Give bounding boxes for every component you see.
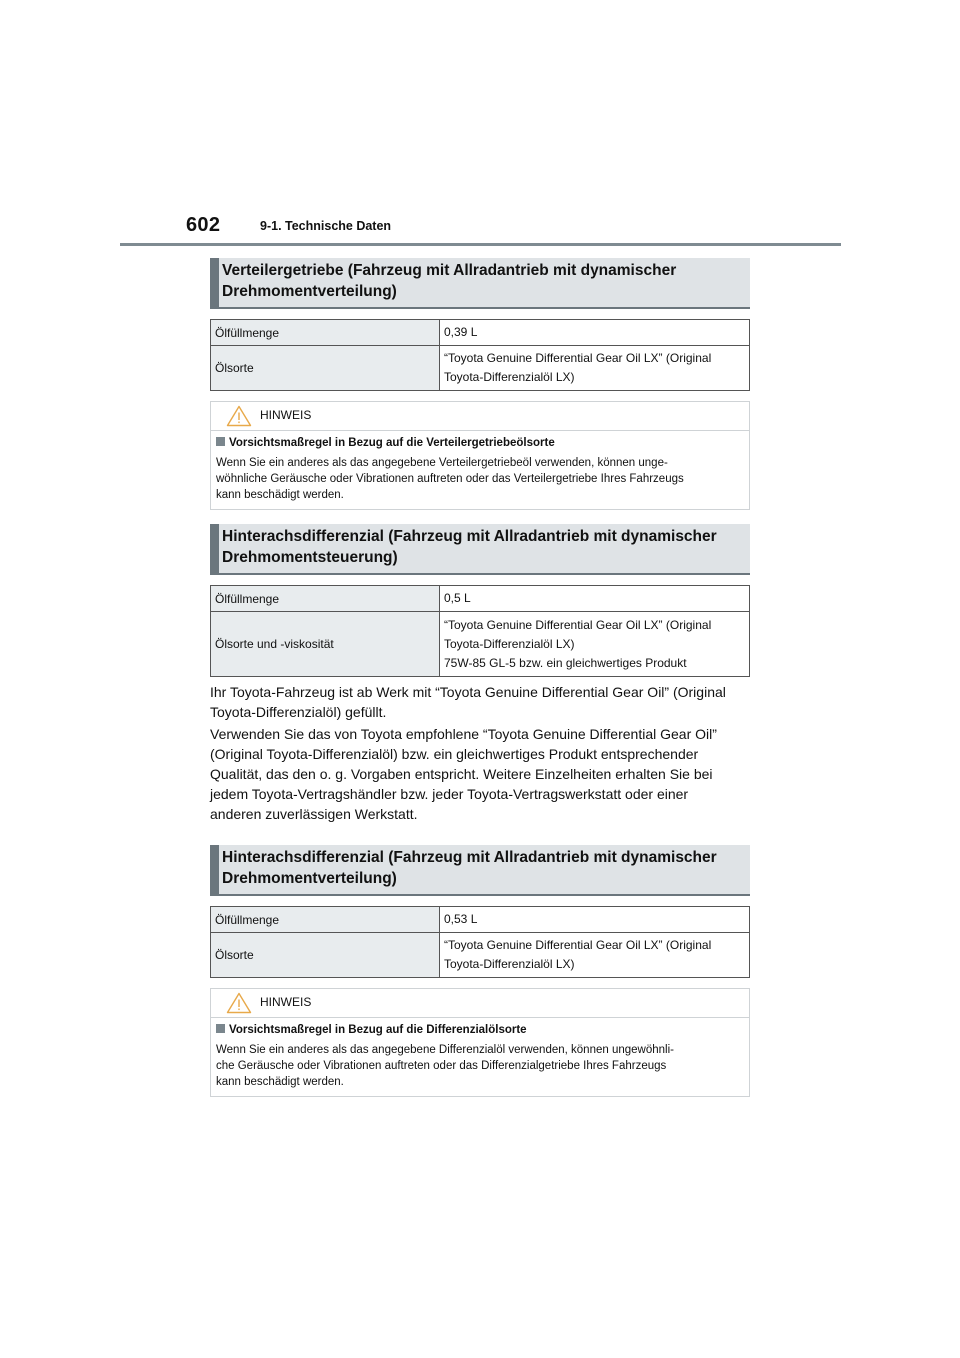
paragraph-line: Qualität, das den o. g. Vorgaben entspricht. Weitere Einzelheiten erhalten Sie bei [210, 766, 713, 782]
table-key-cell: Ölsorte und -viskosität [211, 612, 440, 677]
table-key-cell: Ölfüllmenge [211, 586, 440, 612]
notice-text-line: kann beschädigt werden. [216, 489, 344, 501]
table-value-line: Toyota-Differenzialöl LX) [444, 370, 575, 384]
page-number: 602 [186, 214, 221, 236]
notice-text-line: wöhnliche Geräusche oder Vibrationen auftreten oder das Verteilergetriebe Ihres Fahrzeugs [216, 473, 684, 485]
section-heading-line: Drehmomentsteuerung) [222, 549, 398, 566]
notice-box [210, 988, 750, 1097]
notice-label: HINWEIS [260, 995, 312, 1009]
notice-body [211, 431, 749, 509]
table-value-cell [440, 907, 750, 933]
table-key-cell: Ölsorte [211, 933, 440, 978]
table-row [211, 320, 750, 346]
section-heading-line: Hinterachsdifferenzial (Fahrzeug mit Allradantrieb mit dynamischer [222, 528, 717, 545]
table-row [211, 933, 750, 978]
table-row [211, 612, 750, 677]
table-row [211, 346, 750, 391]
paragraph-line: Toyota-Differenzialöl) gefüllt. [210, 704, 387, 720]
table-key-cell: Ölfüllmenge [211, 320, 440, 346]
spec-table-rear-diff-distribution [210, 906, 750, 978]
notice-text [216, 455, 744, 503]
table-value-line: “Toyota Genuine Differential Gear Oil LX” (Original [444, 617, 712, 632]
notice-title [216, 1023, 744, 1038]
notice-text-line: Wenn Sie ein anderes als das angegebene Verteilergetriebeöl verwenden, können unge- [216, 457, 668, 469]
table-key-cell: Ölfüllmenge [211, 907, 440, 933]
notice-title-text: Vorsichtsmaßregel in Bezug auf die Verteilergetriebeölsorte [229, 437, 555, 449]
paragraph-line: (Original Toyota-Differenzialöl) bzw. ein gleichwertiges Produkt entsprechender [210, 746, 699, 762]
section-heading-line: Drehmomentverteilung) [222, 283, 397, 300]
table-value-line: 75W-85 GL-5 bzw. ein gleichwertiges Produkt [444, 655, 687, 670]
paragraph-recommendation [210, 724, 755, 824]
notice-text-line: che Geräusche oder Vibrationen auftreten oder das Differenzialgetriebe Ihres Fahrzeugs [216, 1060, 667, 1072]
header-divider [120, 243, 841, 246]
table-value-cell [440, 320, 750, 346]
warning-icon [226, 992, 252, 1014]
paragraph-line: jedem Toyota-Vertragshändler bzw. jeder Toyota-Vertragswerkstatt oder einer [210, 786, 689, 802]
section-heading-rear-diff-distribution [210, 845, 750, 896]
warning-icon [226, 405, 252, 427]
table-row [211, 586, 750, 612]
notice-body [211, 1018, 749, 1096]
notice-text-line: kann beschädigt werden. [216, 1076, 344, 1088]
table-key-cell: Ölsorte [211, 346, 440, 391]
notice-label: HINWEIS [260, 408, 312, 422]
section-heading-line: Drehmomentverteilung) [222, 870, 397, 887]
notice-title-text: Vorsichtsmaßregel in Bezug auf die Differenzialölsorte [229, 1024, 527, 1036]
notice-box [210, 401, 750, 510]
breadcrumb: 9-1. Technische Daten [260, 219, 392, 233]
paragraph-factory-fill [210, 682, 755, 722]
table-value-cell [440, 933, 750, 978]
table-value-line: 0,5 L [444, 591, 471, 605]
spec-table-transfer-case [210, 319, 750, 391]
table-value-line: 0,53 L [444, 912, 478, 926]
table-value-cell [440, 612, 750, 677]
table-value-line: “Toyota Genuine Differential Gear Oil LX” (Original [444, 351, 712, 365]
paragraph-line: anderen zuverlässigen Werkstatt. [210, 806, 418, 822]
table-value-cell [440, 346, 750, 391]
table-value-line: Toyota-Differenzialöl LX) [444, 957, 575, 971]
notice-text [216, 1042, 744, 1090]
square-bullet-icon [216, 437, 225, 446]
table-value-line: Toyota-Differenzialöl LX) [444, 636, 575, 651]
paragraph-line: Verwenden Sie das von Toyota empfohlene “Toyota Genuine Differential Gear Oil” [210, 726, 717, 742]
notice-header [211, 989, 749, 1018]
table-row [211, 907, 750, 933]
section-heading-line: Verteilergetriebe (Fahrzeug mit Allradantrieb mit dynamischer [222, 262, 677, 279]
table-value-line: 0,39 L [444, 325, 478, 339]
notice-title [216, 436, 744, 451]
spec-table-rear-diff-steering [210, 585, 750, 677]
notice-text-line: Wenn Sie ein anderes als das angegebene Differenzialöl verwenden, können ungewöhnli- [216, 1044, 674, 1056]
notice-header [211, 402, 749, 431]
section-heading-line: Hinterachsdifferenzial (Fahrzeug mit Allradantrieb mit dynamischer [222, 849, 717, 866]
table-value-line: “Toyota Genuine Differential Gear Oil LX” (Original [444, 938, 712, 952]
table-value-cell [440, 586, 750, 612]
section-heading-transfer-case [210, 258, 750, 309]
section-heading-rear-diff-steering [210, 524, 750, 575]
square-bullet-icon [216, 1024, 225, 1033]
paragraph-line: Ihr Toyota-Fahrzeug ist ab Werk mit “Toyota Genuine Differential Gear Oil” (Original [210, 684, 726, 700]
